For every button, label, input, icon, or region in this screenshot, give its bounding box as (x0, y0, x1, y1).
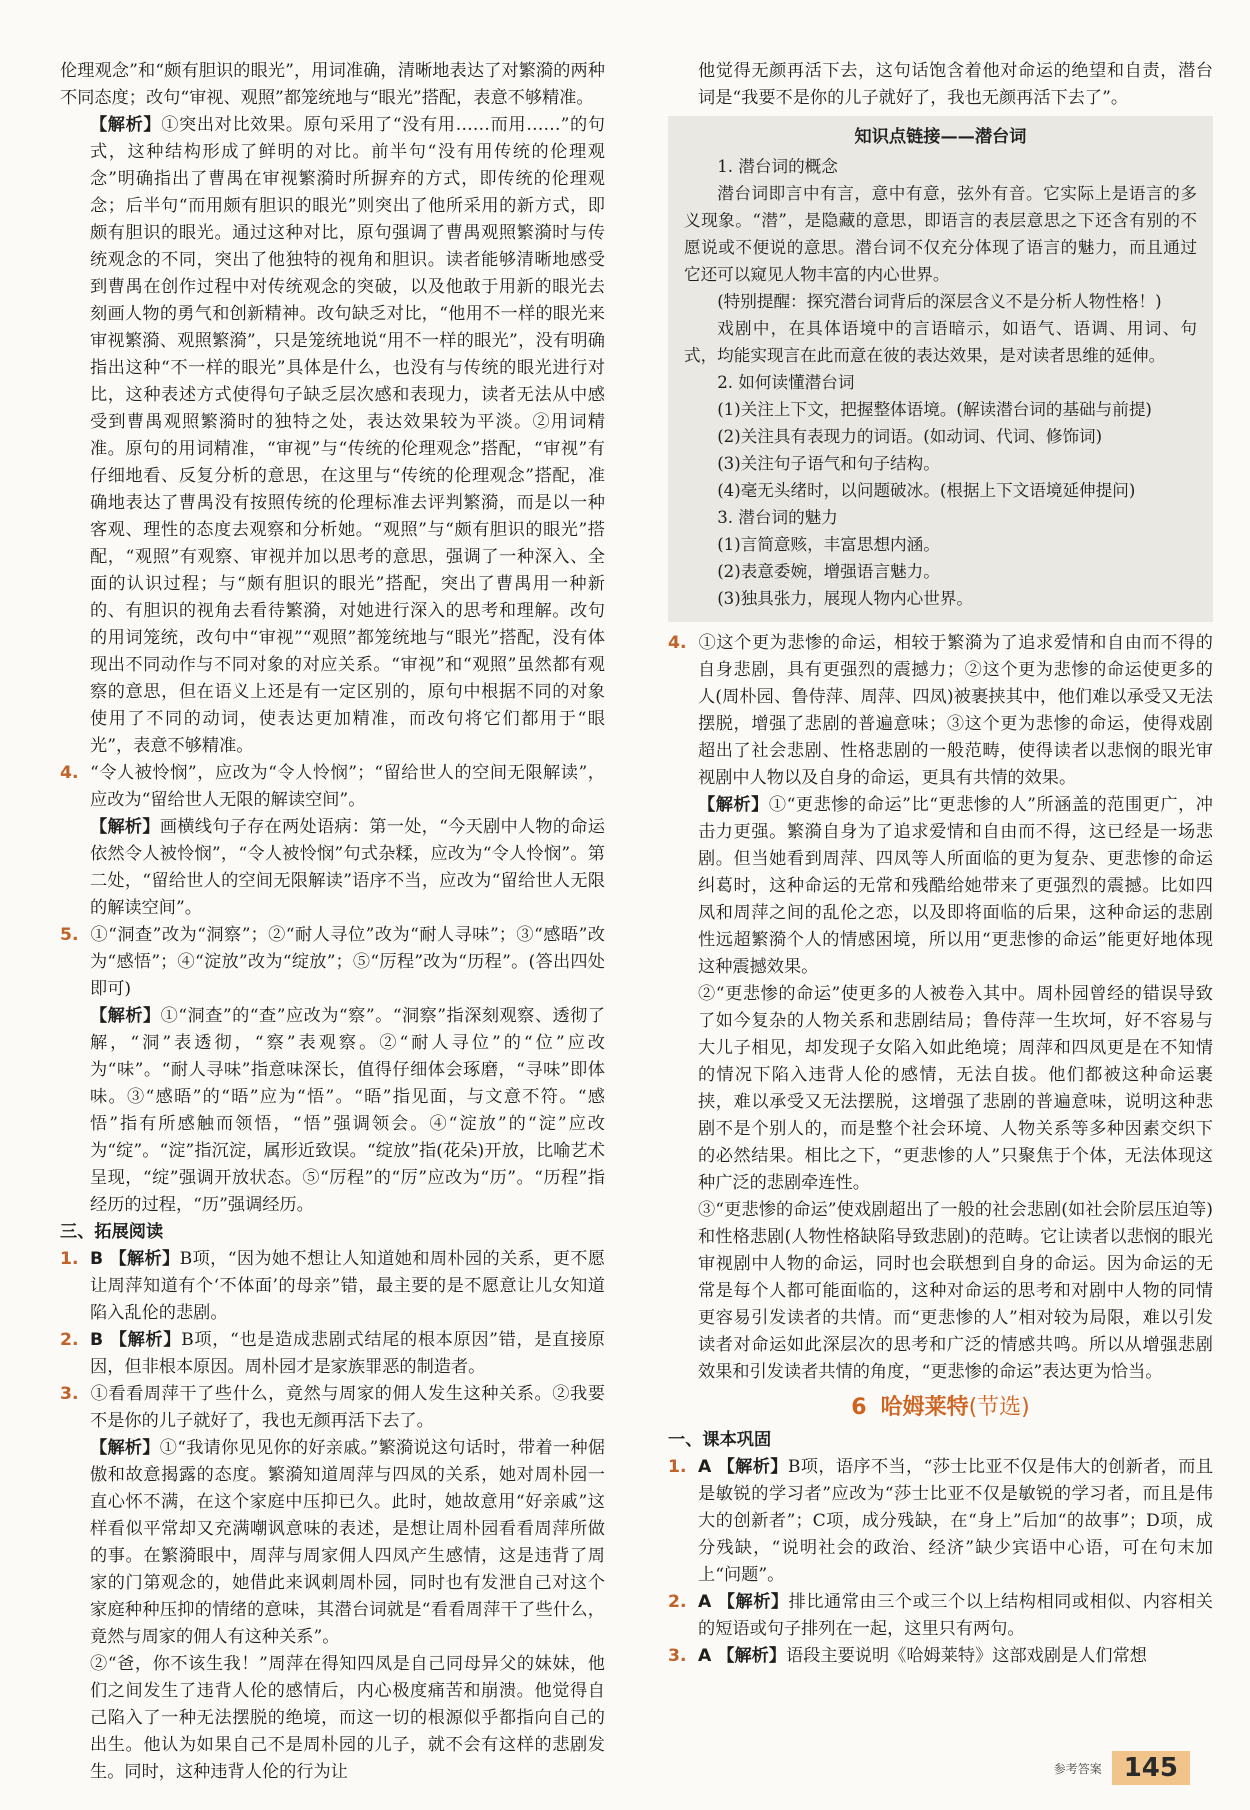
item-number: 2. (668, 1592, 687, 1612)
knowledge-box-line: 1. 潜台词的概念 (717, 157, 838, 176)
knowledge-box-line: (2)表意委婉，增强语言魅力。 (717, 562, 940, 581)
analysis-paragraph (60, 1003, 605, 1219)
analysis-text: ①“更悲惨的命运”比“更悲惨的人”所涵盖的范围更广，冲击力更强。繁漪自身为了追求爱情和自由而不得，这已经是一场悲剧。但当她看到周萍、四凤等人所面临的更为复杂、更悲惨的命运纠葛时，这种命运的无常和残酷给她带来了更强烈的震撼。比如四凤和周萍之间的乱伦之恋，以及即将面临的后果，这种命运的悲剧性远超繁漪个人的情感困境，所以用“更悲惨的命运”能更好地体现这种震撼效果。 (698, 795, 1213, 977)
answer-text: 排比通常由三个或三个以上结构相同或相似、内容相关的短语或句子排列在一起，这里只有两句。 (698, 1592, 1213, 1639)
item-number: 4. (668, 633, 687, 653)
item-number: 2. (60, 1330, 79, 1350)
footer-label: 参考答案 (1053, 1761, 1102, 1776)
item-number: 1. (668, 1457, 687, 1477)
knowledge-box-title: 知识点链接——潜台词 (854, 127, 1027, 147)
answer-text: B项，“因为她不想让人知道她和周朴园的关系，更不愿让周萍知道有个‘不体面’的母亲”错，最主要的是不愿意让儿女知道陷入乱伦的悲剧。 (90, 1249, 605, 1323)
answer-tag: A 【解析】 (698, 1457, 788, 1477)
analysis-text: ①“我请你见见你的好亲戚。”繁漪说这句话时，带着一种倨傲和故意揭露的态度。繁漪知道周萍与四凤的关系，她对周朴园一直心怀不满，在这个家庭中压抑已久。此时，她故意用“好亲戚”这样看似平常却又充满嘲讽意味的表述，是想让周朴园看看周萍所做的事。在繁漪眼中，周萍与周家佣人四凤产生感情，这是违背了周家的门第观念的，她借此来讽刺周朴园，同时也有发泄自己对这个家庭种种压抑的情绪的意味，其潜台词就是“看看周萍干了些什么，竟然与周家的佣人有这种关系”。 (90, 1438, 605, 1647)
knowledge-box-line: 3. 潜台词的魅力 (717, 508, 838, 527)
answer-tag: A 【解析】 (698, 1646, 787, 1666)
analysis-tag: 【解析】 (90, 817, 160, 837)
answer-item (60, 1381, 605, 1435)
knowledge-box-line: (3)关注句子语气和句子结构。 (717, 454, 940, 473)
analysis-paragraph (60, 814, 605, 922)
answer-text: 语段主要说明《哈姆莱特》这部戏剧是人们常想 (786, 1646, 1147, 1666)
analysis-paragraph (60, 112, 605, 760)
answer-item (668, 1589, 1213, 1643)
knowledge-box-line: (2)关注具有表现力的词语。(如动词、代词、修饰词) (717, 427, 1103, 446)
chapter-subtitle: (节选) (968, 1395, 1030, 1420)
answer-item (60, 1246, 605, 1327)
answer-tag: B 【解析】 (90, 1249, 180, 1269)
item-number: 3. (668, 1646, 687, 1666)
chapter-number: 6 (851, 1395, 867, 1420)
page-number: 145 (1112, 1751, 1190, 1785)
left-column (60, 58, 605, 1786)
chapter-title: 哈姆莱特 (880, 1395, 969, 1420)
knowledge-box-line: 2. 如何读懂潜台词 (717, 373, 855, 392)
answer-text: B项，语序不当，“莎士比亚不仅是伟大的创新者，而且是敏锐的学习者”应改为“莎士比亚不仅是敏锐的学习者，而且是伟大的创新者”；C项，成分残缺，在“身上”后加“的故事”；D项，成分残缺，“说明社会的政治、经济”缺少宾语中心语，可在句末加上“问题”。 (698, 1457, 1214, 1585)
answer-item (60, 922, 605, 1003)
knowledge-box-line: 潜台词即言中有言，意中有意，弦外有音。它实际上是语言的多义现象。“潜”，是隐藏的意思，即语言的表层意思之下还含有别的不愿说或不便说的意思。潜台词不仅充分体现了语言的魅力，而且通过它还可以窥见人物丰富的内心世界。 (684, 184, 1197, 284)
knowledge-box-line: (3)独具张力，展现人物内心世界。 (717, 589, 974, 608)
answer-text: ①“洞查”改为“洞察”；②“耐人寻位”改为“耐人寻味”；③“感晤”改为“感悟”；④“淀放”改为“绽放”；⑤“厉程”改为“历程”。(答出四处即可) (90, 925, 605, 999)
analysis-text: ①突出对比效果。原句采用了“没有用……而用……”的句式，这种结构形成了鲜明的对比。前半句“没有用传统的伦理观念”明确指出了曹禺在审视繁漪时所摒弃的方式，即传统的伦理观念；后半句“而用颇有胆识的眼光”则突出了他所采用的新方式，即颇有胆识的眼光。通过这种对比，原句强调了曹禺观照繁漪时与传统观念的不同，突出了他独特的视角和胆识。读者能够清晰地感受到曹禺在创作过程中对传统观念的突破，以及他敢于用新的眼光去刻画人物的勇气和创新精神。改句缺乏对比，“他用不一样的眼光来审视繁漪、观照繁漪”，只是笼统地说“用不一样的眼光”，没有明确指出这种“不一样的眼光”具体是什么，也没有与传统的眼光进行对比，这种表述方式使得句子缺乏层次感和表现力，读者无法从中感受到曹禺观照繁漪时的独特之处，表达效果较为平淡。②用词精准。原句的用词精准，“审视”与“传统的伦理观念”搭配，“审视”有仔细地看、反复分析的意思，在这里与“传统的伦理观念”搭配，准确地表达了曹禺没有按照传统的伦理标准去评判繁漪，而是以一种客观、理性的态度去观察和分析她。“观照”与“颇有胆识的眼光”搭配，“观照”有观察、审视并加以思考的意思，强调了一种深入、全面的认识过程；与“颇有胆识的眼光”搭配，突出了曹禺用一种新的、有胆识的视角去看待繁漪，对她进行深入的思考和理解。改句的用词笼统，改句中“审视”“观照”都笼统地与“眼光”搭配，没有体现出不同动作与不同对象的对应关系。“审视”和“观照”虽然都有观察的意思，但在语义上还是有一定区别的，原句中根据不同的对象使用了不同的动词，使表达更加精准，而改句将它们都用于“眼光”，表意不够精准。 (90, 115, 605, 756)
page-footer (1054, 1748, 1190, 1788)
right-column (668, 58, 1213, 1670)
answer-item (60, 760, 605, 814)
analysis-paragraph (668, 792, 1213, 981)
analysis-tag: 【解析】 (90, 1438, 160, 1458)
answer-text: B项，“也是造成悲剧式结尾的根本原因”错，是直接原因，但非根本原因。周朴园才是家族罪恶的制造者。 (90, 1330, 605, 1377)
answer-item (60, 1327, 605, 1381)
answer-item (668, 1643, 1213, 1670)
answer-item (668, 630, 1213, 792)
answer-text: ①这个更为悲惨的命运，相较于繁漪为了追求爱情和自由而不得的自身悲剧，具有更强烈的震撼力；②这个更为悲惨的命运使更多的人(周朴园、鲁侍萍、周萍、四凤)被裹挟其中，他们难以承受又无法摆脱，增强了悲剧的普遍意味；③这个更为悲惨的命运，使得戏剧超出了社会悲剧、性格悲剧的一般范畴，使得读者以悲悯的眼光审视剧中人物以及自身的命运，更具有共情的效果。 (698, 633, 1213, 788)
chapter-heading (668, 1394, 1213, 1421)
item-number: 5. (60, 925, 79, 945)
section-heading: 一、课本巩固 (668, 1430, 772, 1450)
knowledge-box-line: (1)言简意赅，丰富思想内涵。 (717, 535, 940, 554)
answer-text: ①看看周萍干了些什么，竟然与周家的佣人发生这种关系。②我要不是你的儿子就好了，我也无颜再活下去了。 (90, 1384, 605, 1431)
knowledge-box-line: (特别提醒：探究潜台词背后的深层含义不是分析人物性格！) (717, 292, 1162, 311)
paragraph: 他觉得无颜再活下去，这句话饱含着他对命运的绝望和自责，潜台词是“我要不是你的儿子就好了，我也无颜再活下去了”。 (698, 61, 1213, 108)
answer-item (668, 1454, 1213, 1589)
analysis-tag: 【解析】 (90, 1006, 161, 1026)
paragraph: ②“更悲惨的命运”使更多的人被卷入其中。周朴园曾经的错误导致了如今复杂的人物关系和悲剧结局；鲁侍萍一生坎坷，好不容易与大儿子相见，却发现子女陷入如此绝境；周萍和四凤更是在不知情的情况下陷入违背人伦的感情，无法自拔。他们都被这种命运裹挟，难以承受又无法摆脱，这增强了悲剧的普遍意味，说明这种悲剧不是个别人的，而是整个社会环境、人物关系等多种因素交织下的必然结果。相比之下，“更悲惨的人”只聚焦于个体，无法体现这种广泛的悲剧牵连性。 (698, 984, 1213, 1193)
item-number: 1. (60, 1249, 79, 1269)
knowledge-box-line: (4)毫无头绪时，以问题破冰。(根据上下文语境延伸提问) (717, 481, 1136, 500)
answer-tag: A 【解析】 (698, 1592, 789, 1612)
knowledge-box (668, 116, 1213, 622)
item-number: 3. (60, 1384, 79, 1404)
analysis-tag: 【解析】 (90, 115, 162, 135)
analysis-text: 画横线句子存在两处语病：第一处，“今天剧中人物的命运依然令人被怜悯”，“令人被怜悯”句式杂糅，应改为“令人怜悯”。第二处，“留给世人的空间无限解读”语序不当，应改为“留给世人无限的解读空间”。 (90, 817, 605, 918)
answer-text: “令人被怜悯”，应改为“令人怜悯”；“留给世人的空间无限解读”，应改为“留给世人无限的解读空间”。 (90, 763, 605, 810)
paragraph: ③“更悲惨的命运”使戏剧超出了一般的社会悲剧(如社会阶层压迫等)和性格悲剧(人物性格缺陷导致悲剧)的范畴。它让读者以悲悯的眼光审视剧中人物的命运，同时也会联想到自身的命运。因为命运的无常是每个人都可能面临的，这种对命运的思考和对剧中人物的同情更容易引发读者的共情。而“更悲惨的人”相对较为局限，难以引发读者对命运如此深层次的思考和广泛的情感共鸣。所以从增强悲剧效果和引发读者共情的角度，“更悲惨的命运”表达更为恰当。 (698, 1200, 1213, 1382)
answer-tag: B 【解析】 (90, 1330, 182, 1350)
paragraph: 伦理观念”和“颇有胆识的眼光”，用词准确，清晰地表达了对繁漪的两种不同态度；改句“审视、观照”都笼统地与“眼光”搭配，表意不够精准。 (60, 61, 605, 108)
section-heading: 三、拓展阅读 (60, 1222, 164, 1242)
knowledge-box-line: (1)关注上下文，把握整体语境。(解读潜台词的基础与前提) (717, 400, 1152, 419)
knowledge-box-line: 戏剧中，在具体语境中的言语暗示，如语气、语调、用词、句式，均能实现言在此而意在彼的表达效果，是对读者思维的延伸。 (684, 319, 1197, 365)
analysis-text: ①“洞查”的“查”应改为“察”。“洞察”指深刻观察、透彻了解，“洞”表透彻，“察”表观察。②“耐人寻位”的“位”应改为“味”。“耐人寻味”指意味深长，值得仔细体会琢磨，“寻味”即体味。③“感晤”的“晤”应为“悟”。“晤”指见面，与文意不符。“感悟”指有所感触而领悟，“悟”强调领会。④“淀放”的“淀”应改为“绽”。“淀”指沉淀，属形近致误。“绽放”指(花朵)开放，比喻艺术呈现，“绽”强调开放状态。⑤“厉程”的“厉”应改为“历”。“历程”指经历的过程，“历”强调经历。 (90, 1006, 605, 1215)
analysis-paragraph (60, 1435, 605, 1651)
paragraph: ②“爸，你不该生我！”周萍在得知四凤是自己同母异父的妹妹，他们之间发生了违背人伦的感情后，内心极度痛苦和崩溃。他觉得自己陷入了一种无法摆脱的绝境，而这一切的根源似乎都指向自己的出生。他认为如果自己不是周朴园的儿子，就不会有这样的悲剧发生。同时，这种违背人伦的行为让 (90, 1654, 605, 1782)
item-number: 4. (60, 763, 79, 783)
analysis-tag: 【解析】 (698, 795, 769, 815)
